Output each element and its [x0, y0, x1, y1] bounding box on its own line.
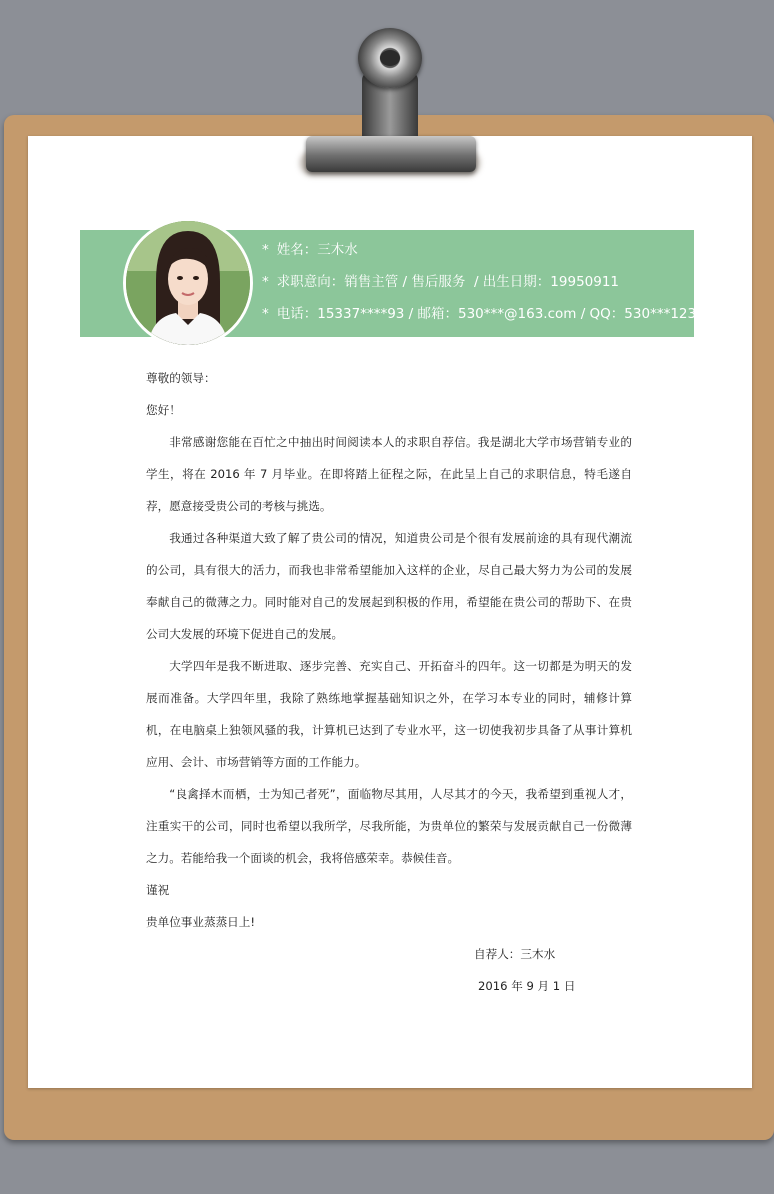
- contact-text: 电话：15337****93 / 邮箱：530***@163.com / QQ：530***123: [276, 306, 697, 322]
- info-name: [262, 238, 358, 258]
- cover-letter: [146, 362, 632, 1002]
- paragraph-3: 大学四年是我不断进取、逐步完善、充实自己、开拓奋斗的四年。这一切都是为明天的发展而准备。大学四年里，我除了熟练地掌握基础知识之外，在学习本专业的同时，辅修计算机，在电脑桌上独领风骚的我，计算机已达到了专业水平，这一切使我初步具备了从事计算机应用、会计、市场营销等方面的工作能力。: [146, 659, 632, 769]
- info-contact: [262, 302, 696, 322]
- closing-line-2: 贵单位事业蒸蒸日上!: [146, 915, 255, 929]
- bullet-star-icon: *: [262, 274, 269, 290]
- name-text: 姓名：三木水: [276, 242, 358, 258]
- avatar-photo: [126, 221, 250, 345]
- binder-clip-icon: [306, 136, 476, 172]
- binder-clip-hole: [380, 50, 400, 66]
- letter-date: 2016 年 9 月 1 日: [478, 979, 576, 993]
- signature: 自荐人：三木水: [474, 947, 556, 961]
- salutation: 尊敬的领导：: [146, 371, 216, 385]
- avatar: [123, 218, 253, 348]
- paragraph-4: “良禽择木而栖，士为知己者死”，面临物尽其用，人尽其才的今天，我希望到重视人才，注重实干的公司，同时也希望以我所学，尽我所能，为贵单位的繁荣与发展贡献自己一份微薄之力。若能给我一个面谈的机会，我将倍感荣幸。恭候佳音。: [146, 787, 632, 865]
- info-intent: [262, 270, 619, 290]
- greeting: 您好！: [146, 403, 181, 417]
- paragraph-1: 非常感谢您能在百忙之中抽出时间阅读本人的求职自荐信。我是湖北大学市场营销专业的学生，将在 2016 年 7 月毕业。在即将踏上征程之际，在此呈上自己的求职信息，特毛遂自荐，愿意接受贵公司的考核与挑选。: [146, 435, 632, 513]
- closing-line-1: 谨祝: [146, 883, 170, 897]
- bullet-star-icon: *: [262, 306, 269, 322]
- bullet-star-icon: *: [262, 242, 269, 258]
- intent-text: 求职意向：销售主管 / 售后服务 / 出生日期：19950911: [276, 274, 620, 290]
- paragraph-2: 我通过各种渠道大致了解了贵公司的情况，知道贵公司是个很有发展前途的具有现代潮流的公司，具有很大的活力，而我也非常希望能加入这样的企业，尽自己最大努力为公司的发展奉献自己的微薄之力。同时能对自己的发展起到积极的作用，希望能在贵公司的帮助下、在贵公司大发展的环境下促进自己的发展。: [146, 531, 632, 641]
